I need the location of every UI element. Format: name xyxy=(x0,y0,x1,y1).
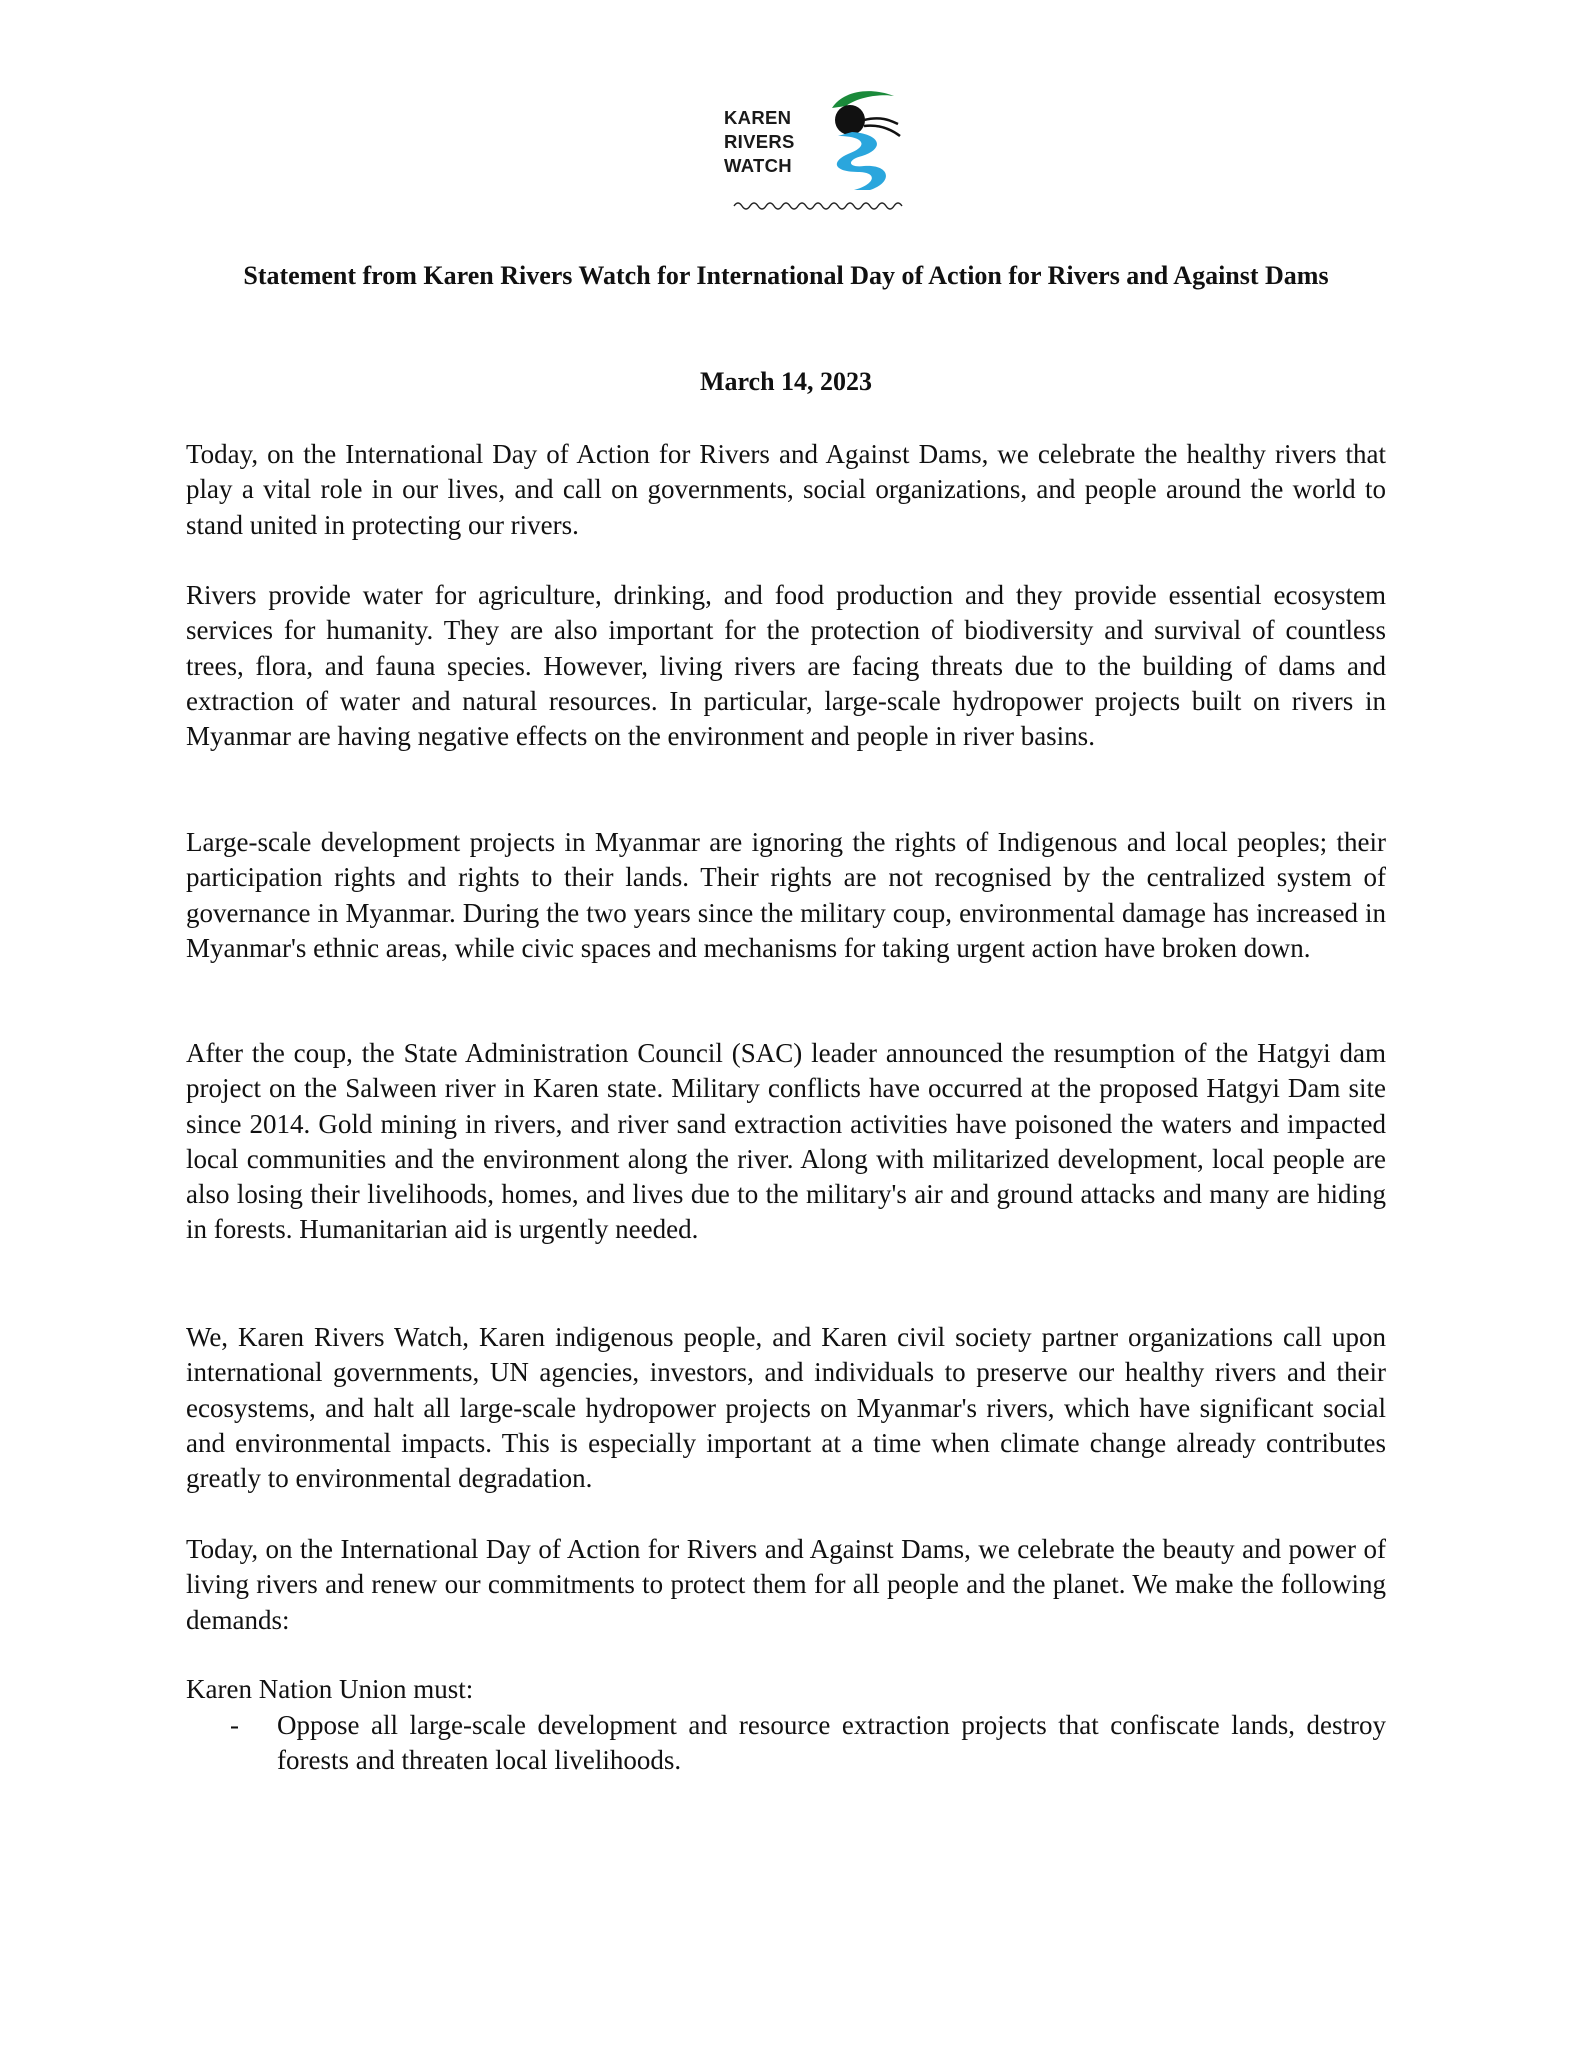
karen-rivers-watch-logo xyxy=(724,86,914,216)
paragraph-3: Large-scale development projects in Myanmar are ignoring the rights of Indigenous and local peoples; their participation rights and rights to their lands. Their rights are not recognised by the centralized system of governance in Myanmar. During the two years since the military coup, environmental damage has increased in Myanmar's ethnic areas, while civic spaces and mechanisms for taking urgent action have broken down. xyxy=(186,827,1386,963)
paragraph-1: Today, on the International Day of Action for Rivers and Against Dams, we celebrate the healthy rivers that play a vital role in our lives, and call on governments, social organizations, and people around the world to stand united in protecting our rivers. xyxy=(186,439,1386,540)
logo-wordmark xyxy=(724,106,795,178)
demand-text: Oppose all large-scale development and resource extraction projects that confiscate lands, destroy forests and threaten local livelihoods. xyxy=(277,1710,1386,1776)
logo-line-2: RIVERS xyxy=(724,131,795,152)
logo-line-1: KAREN xyxy=(724,107,792,128)
demands-heading: Karen Nation Union must: xyxy=(186,1674,474,1704)
paragraph-5: We, Karen Rivers Watch, Karen indigenous people, and Karen civil society partner organizations call upon international governments, UN agencies, investors, and individuals to preserve our healthy rivers and their ecosystems, and halt all large-scale hydropower projects on Myanmar's rivers, which have significant social and environmental impacts. This is especially important at a time when climate change already contributes greatly to environmental degradation. xyxy=(186,1322,1386,1494)
demand-bullet: - xyxy=(230,1710,239,1740)
river-eye-icon xyxy=(824,86,910,194)
logo-line-3: WATCH xyxy=(724,155,792,176)
statement-date: March 14, 2023 xyxy=(699,367,873,396)
statement-title: Statement from Karen Rivers Watch for International Day of Action for Rivers and Against Dams xyxy=(243,261,1329,290)
paragraph-4: After the coup, the State Administration Council (SAC) leader announced the resumption of the Hatgyi dam project on the Salween river in Karen state. Military conflicts have occurred at the proposed Hatgyi Dam site since 2014. Gold mining in rivers, and river sand extraction activities have poisoned the waters and impacted local communities and the environment along the river. Along with militarized development, local people are also losing their livelihoods, homes, and lives due to the military's air and ground attacks and many are hiding in forests. Humanitarian aid is urgently needed. xyxy=(186,1038,1386,1245)
paragraph-6: Today, on the International Day of Action for Rivers and Against Dams, we celebrate the beauty and power of living rivers and renew our commitments to protect them for all people and the planet. We make the following demands: xyxy=(186,1534,1386,1635)
paragraph-2: Rivers provide water for agriculture, drinking, and food production and they provide essential ecosystem services for humanity. They are also important for the protection of biodiversity and survival of countless trees, flora, and fauna species. However, living rivers are facing threats due to the building of dams and extraction of water and natural resources. In particular, large-scale hydropower projects built on rivers in Myanmar are having negative effects on the environment and people in river basins. xyxy=(186,580,1386,752)
logo-script-lettering xyxy=(730,198,910,212)
demand-item xyxy=(186,1708,1386,1779)
